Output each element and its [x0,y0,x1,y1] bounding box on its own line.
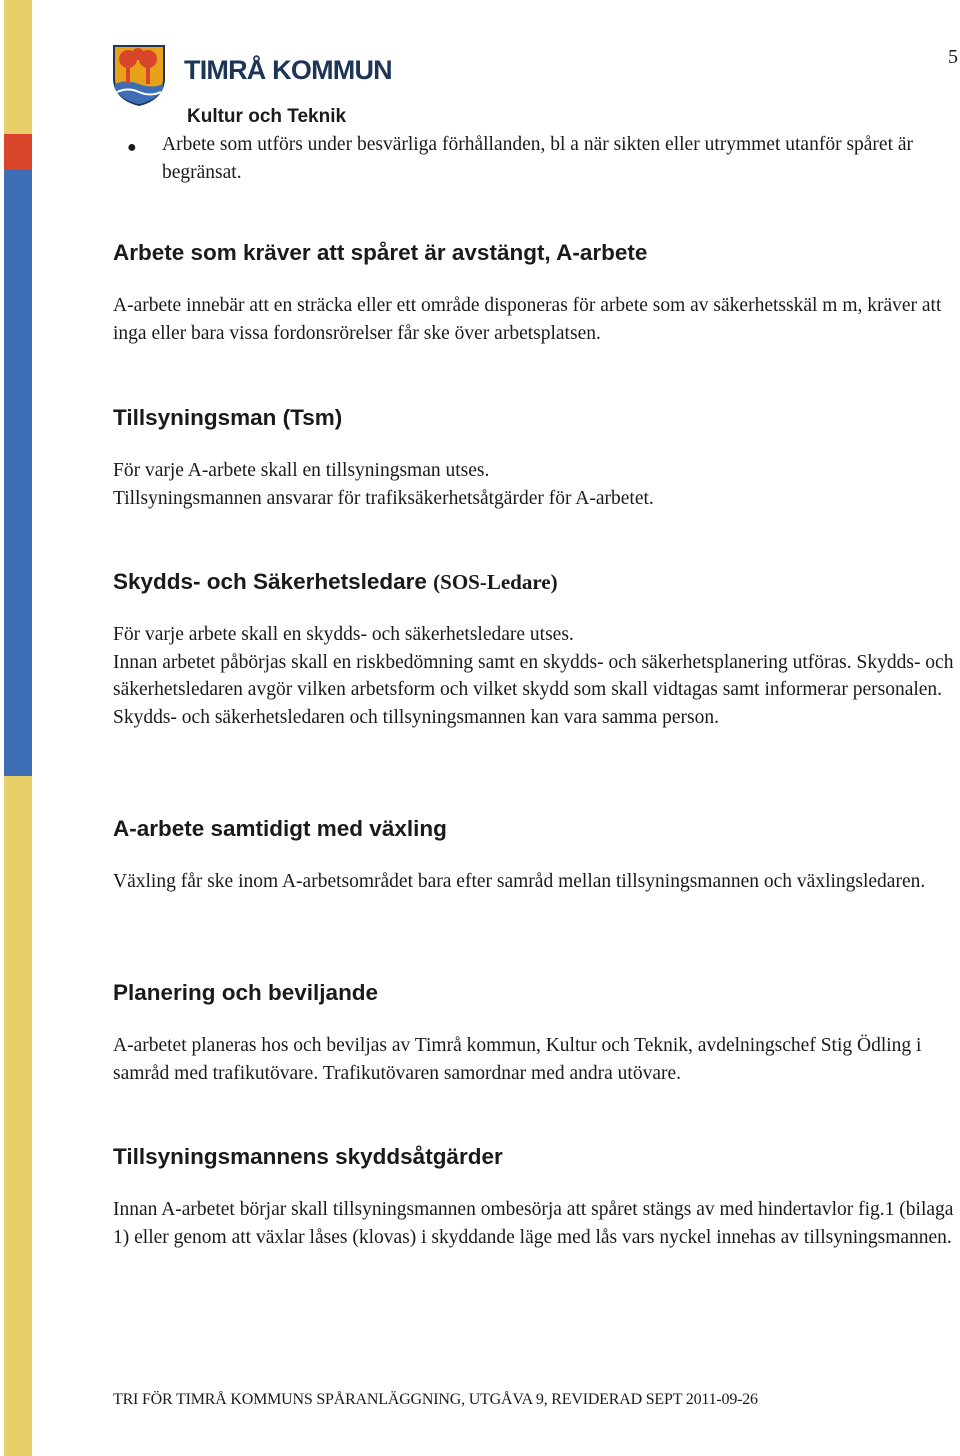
paragraph-sos-line1: För varje arbete skall en skydds- och säkerhetsledare utses. [113,624,574,645]
department-name: Kultur och Teknik [187,106,347,127]
section-tillsyningsman [113,405,958,512]
section-vaxling [113,816,958,896]
paragraph-sos-body: Innan arbetet påbörjas skall en riskbedömning samt en skydds- och säkerhetsplanering utföras. Skydds- och säkerhetsledaren avgör vilken arbetsform och vilket skydd som skall vidtagas samt informerar personalen. Skydds- och säkerhetsledaren och tillsyningsmannen kan vara samma person. [113,651,954,728]
margin-stripe-red [4,134,32,170]
heading-a-arbete: Arbete som kräver att spåret är avstängt, A-arbete [113,240,648,265]
paragraph-tsm-line1: För varje A-arbete skall en tillsyningsman utses. [113,460,490,481]
heading-sos-abbrev: (SOS-Ledare) [433,570,558,594]
heading-vaxling: A-arbete samtidigt med växling [113,816,447,841]
municipality-logo [112,44,392,108]
logo-wordmark: TIMRÅ KOMMUN [184,55,392,85]
bullet-list-item [113,131,933,186]
paragraph-vaxling: Växling får ske inom A-arbetsområdet bara efter samråd mellan tillsyningsmannen och växlingsledaren. [113,871,926,892]
heading-sos-main: Skydds- och Säkerhetsledare [113,569,434,594]
heading-tillsyningsman: Tillsyningsman (Tsm) [113,405,343,430]
heading-planering: Planering och beviljande [113,980,379,1005]
section-a-arbete [113,240,958,347]
margin-stripe-yellow-bottom [4,776,32,1456]
page-number: 5 [948,46,958,68]
paragraph-skyddsatgarder: Innan A-arbetet börjar skall tillsyningsmannen ombesörja att spåret stängs av med hindertavlor fig.1 (bilaga 1) eller genom att växlar låses (klovas) i skyddande läge med lås vars nyckel innehas av tillsyningsmannen. [113,1199,954,1248]
heading-sos-ledare [113,569,958,595]
page-footer: TRI FÖR TIMRÅ KOMMUNS SPÅRANLÄGGNING, UTGÅVA 9, REVIDERAD SEPT 2011-09-26 [113,1391,758,1408]
section-skyddsatgarder [113,1144,958,1251]
paragraph-tsm-line2: Tillsyningsmannen ansvarar för trafiksäkerhetsåtgärder för A-arbetet. [113,487,654,509]
paragraph-a-arbete: A-arbete innebär att en sträcka eller ett område disponeras för arbete som av säkerhetsskäl m m, kräver att inga eller bara vissa fordonsrörelser får ske över arbetsplatsen. [113,295,942,344]
bullet-text: Arbete som utförs under besvärliga förhållanden, bl a när sikten eller utrymmet utanför spåret är begränsat. [162,134,914,183]
margin-stripe-blue [4,170,32,776]
coat-of-arms-icon [112,44,166,106]
bullet-icon: ● [127,139,137,156]
section-sos-ledare [113,569,958,731]
heading-skyddsatgarder: Tillsyningsmannens skyddsåtgärder [113,1144,503,1169]
section-planering [113,980,958,1087]
paragraph-planering: A-arbetet planeras hos och beviljas av Timrå kommun, Kultur och Teknik, avdelningschef Stig Ödling i samråd med trafikutövare. Trafikutövaren samordnar med andra utövare. [113,1035,922,1084]
margin-stripe-yellow-top [4,0,32,134]
